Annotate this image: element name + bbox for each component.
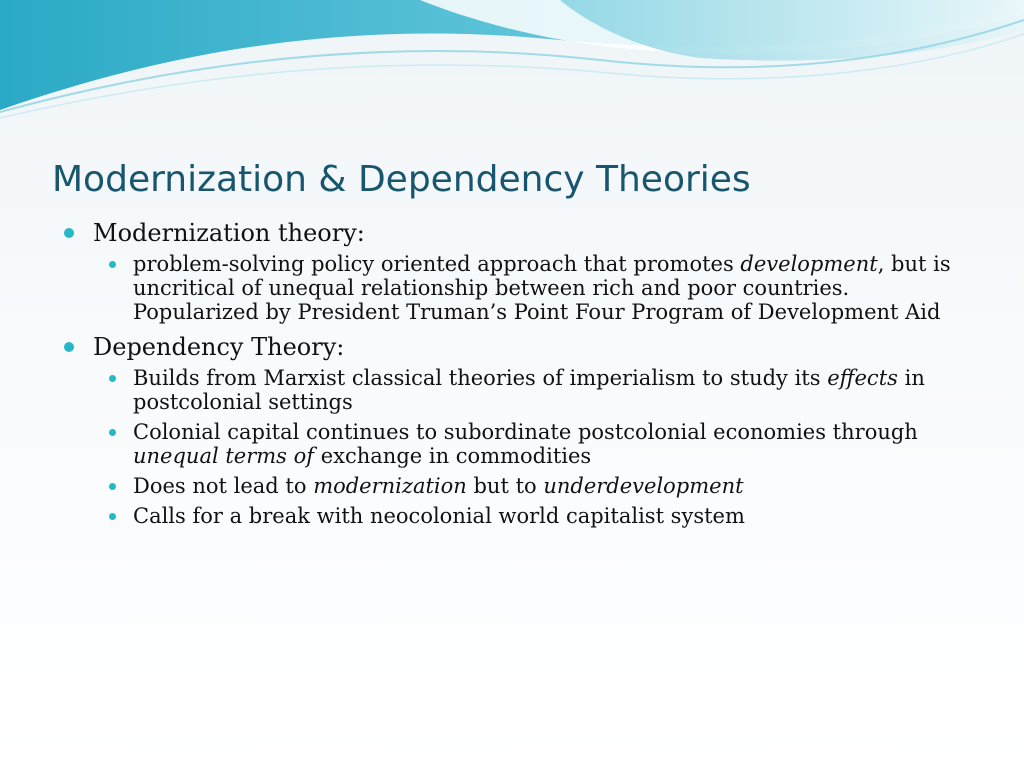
sub-bullet-underdevelopment xyxy=(107,474,953,498)
emphasis-text: unequal terms of xyxy=(133,444,315,468)
emphasis-text: development xyxy=(740,252,878,276)
sub-bullet-modernization-definition xyxy=(107,252,953,324)
emphasis-text: underdevelopment xyxy=(543,474,744,498)
text-segment: , but is uncritical of unequal relationship between rich and poor countries. Popularized by President Truman’s Point Four Program of Development Aid xyxy=(133,252,951,324)
text-segment: but to xyxy=(466,474,544,498)
sub-bullet-dot-icon xyxy=(109,261,116,268)
bullet-dot-icon xyxy=(64,342,74,352)
bullet-dependency-theory xyxy=(60,330,960,364)
bullet-modernization-theory xyxy=(60,216,960,250)
header-wave-decoration xyxy=(0,0,1024,130)
text-segment: Calls for a break with neocolonial world capitalist system xyxy=(133,504,745,528)
sub-bullet-dot-icon xyxy=(109,375,116,382)
text-segment: Builds from Marxist classical theories of imperialism to study its xyxy=(133,366,828,390)
slide-body xyxy=(60,216,960,534)
sub-bullet-break-neocolonial xyxy=(107,504,953,528)
text-segment: Colonial capital continues to subordinate postcolonial economies through xyxy=(133,420,918,444)
slide-title: Modernization & Dependency Theories xyxy=(52,159,751,200)
text-segment: in postcolonial settings xyxy=(133,366,925,414)
text-segment: problem-solving policy oriented approach that promotes xyxy=(133,252,741,276)
section-heading: Dependency Theory: xyxy=(93,333,345,361)
sub-bullet-dot-icon xyxy=(109,513,116,520)
emphasis-text: effects xyxy=(827,366,898,390)
sub-bullet-dot-icon xyxy=(109,483,116,490)
sub-bullet-marxist-theories xyxy=(107,366,953,414)
text-segment: Does not lead to xyxy=(133,474,314,498)
bullet-dot-icon xyxy=(64,228,74,238)
emphasis-text: modernization xyxy=(313,474,467,498)
section-heading: Modernization theory: xyxy=(93,219,365,247)
text-segment: exchange in commodities xyxy=(314,444,592,468)
sub-bullet-dot-icon xyxy=(109,429,116,436)
sub-bullet-colonial-capital xyxy=(107,420,953,468)
